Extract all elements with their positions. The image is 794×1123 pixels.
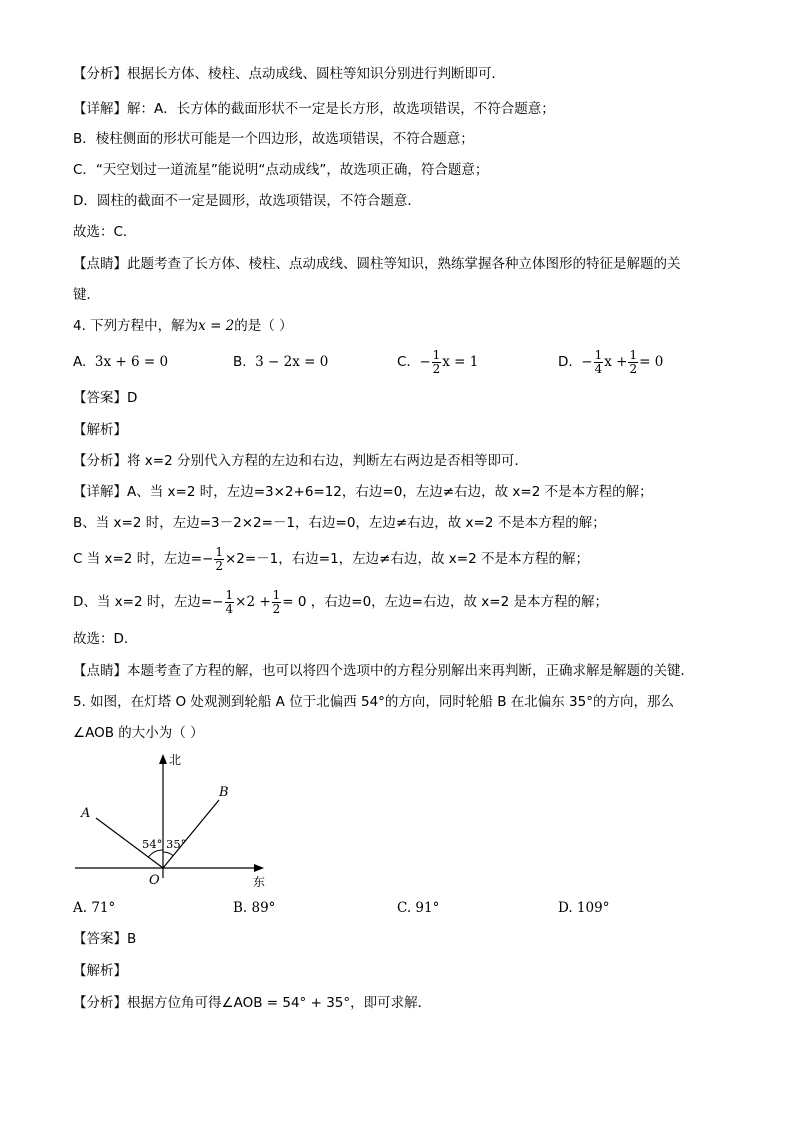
- q4-detail-d-fraction-2: [272, 589, 282, 616]
- q4-option-c-fraction: [432, 349, 442, 376]
- q5-analysis: 【分析】根据方位角可得∠AOB = 54° + 35°，即可求解．: [73, 995, 432, 1011]
- q3-comment-line2: 键．: [73, 287, 100, 303]
- q5-jiexi: 【解析】: [73, 963, 127, 979]
- q4-option-d-fraction-1: [594, 349, 604, 376]
- q4-stem-prefix: 4. 下列方程中，解为: [73, 318, 199, 334]
- q4-detail-d-pre: D、当 x=2 时，左边=−: [73, 594, 224, 610]
- angle-arc-right: [163, 852, 173, 856]
- q4-choice: 故选：D．: [73, 631, 138, 647]
- q4-option-c-rest: x = 1: [442, 354, 479, 370]
- q4-detail-a: 【详解】A、当 x=2 时，左边=3×2+6=12，右边=0，左边≠右边，故 x=2 不是本方程的解；: [73, 484, 653, 500]
- q4-jiexi: 【解析】: [73, 422, 127, 438]
- q4-answer: 【答案】D: [73, 390, 138, 406]
- fraction-denominator: 2: [215, 558, 223, 573]
- label-o: O: [149, 873, 160, 888]
- angle-label-left: 54°: [142, 837, 163, 851]
- label-a: A: [81, 806, 91, 821]
- q4-detail-d-mid: ×2 +: [235, 594, 271, 610]
- fraction-denominator: 2: [272, 601, 281, 616]
- q4-option-a: [73, 352, 168, 372]
- fraction-numerator: 1: [215, 544, 223, 559]
- q3-detail-b: B．棱柱侧面的形状可能是一个四边形，故选项错误，不符合题意；: [73, 131, 474, 147]
- q5-option-b: B. 89°: [233, 900, 276, 916]
- q4-analysis: 【分析】将 x=2 分别代入方程的左边和右边，判断左右两边是否相等即可．: [73, 453, 528, 469]
- q4-detail-c-pre: C 当 x=2 时，左边=−: [73, 551, 214, 567]
- q4-detail-b: B、当 x=2 时，左边=3－2×2=－1，右边=0，左边≠右边，故 x=2 不是本方程的解；: [73, 515, 606, 531]
- q4-option-a-expr: 3x + 6 = 0: [94, 354, 169, 370]
- q3-analysis: 【分析】根据长方体、棱柱、点动成线、圆柱等知识分别进行判断即可．: [73, 66, 505, 82]
- q4-stem-equation: x = 2: [198, 318, 235, 334]
- q5-stem-line2: ∠AOB 的大小为（ ）: [73, 725, 204, 741]
- label-north: 北: [169, 753, 182, 767]
- q4-option-c-label: C.: [397, 354, 411, 370]
- q4-option-d: [558, 345, 663, 379]
- east-arrowhead: [254, 864, 264, 872]
- q4-option-c: [397, 345, 478, 379]
- label-east: 东: [253, 875, 266, 889]
- fraction-numerator: 1: [225, 587, 234, 602]
- ray-ob: [163, 800, 219, 868]
- q5-option-c: C. 91°: [397, 900, 440, 916]
- q4-detail-d-post: = 0 ，右边=0，左边=右边，故 x=2 是本方程的解；: [282, 594, 608, 610]
- q4-stem-suffix: 的是（ ）: [234, 318, 293, 334]
- q3-detail-c: C．“天空划过一道流星”能说明“点动成线”，故选项正确，符合题意；: [73, 162, 489, 178]
- q5-bearing-figure: [70, 750, 280, 895]
- q3-choice: 故选：C．: [73, 224, 137, 240]
- angle-label-right: 35°: [166, 837, 187, 851]
- q4-detail-c: [73, 541, 589, 577]
- q3-detail-a: 【详解】解：A．长方体的截面形状不一定是长方形，故选项错误，不符合题意；: [73, 101, 555, 117]
- q4-stem: [73, 316, 293, 336]
- fraction-denominator: 4: [225, 601, 234, 616]
- fraction-numerator: 1: [272, 587, 281, 602]
- q4-option-b-expr: 3 − 2x = 0: [255, 354, 329, 370]
- q4-detail-d-fraction-1: [225, 589, 235, 616]
- q3-comment-line1: 【点睛】此题考查了长方体、棱柱、点动成线、圆柱等知识，熟练掌握各种立体图形的特征是解题的关: [73, 256, 681, 272]
- fraction-numerator: 1: [594, 347, 603, 362]
- q4-option-b-label: B.: [233, 354, 247, 370]
- q5-option-a: A. 71°: [73, 900, 116, 916]
- q4-option-d-mid: x +: [604, 354, 628, 370]
- q4-option-d-fraction-2: [628, 349, 638, 376]
- q4-option-b: [233, 352, 328, 372]
- label-b: B: [219, 785, 229, 800]
- fraction-denominator: 2: [432, 361, 441, 376]
- q4-option-d-rest: = 0: [639, 354, 664, 370]
- fraction-denominator: 2: [629, 361, 638, 376]
- q4-detail-c-fraction: [214, 546, 224, 573]
- fraction-denominator: 4: [594, 361, 603, 376]
- q4-detail-c-post: ×2=－1，右边=1，左边≠右边，故 x=2 不是本方程的解；: [224, 551, 589, 567]
- q3-detail-d: D．圆柱的截面不一定是圆形，故选项错误，不符合题意．: [73, 193, 421, 209]
- angle-arc-left: [149, 850, 164, 857]
- q4-comment: 【点睛】本题考查了方程的解，也可以将四个选项中的方程分别解出来再判断，正确求解是解题的关键．: [73, 663, 694, 679]
- q4-option-d-minus: −: [581, 354, 593, 370]
- q4-detail-d: [73, 584, 608, 620]
- fraction-numerator: 1: [629, 347, 638, 362]
- q4-option-a-label: A.: [73, 354, 87, 370]
- q5-option-d: D. 109°: [558, 900, 610, 916]
- q5-answer: 【答案】B: [73, 931, 137, 947]
- fraction-numerator: 1: [432, 347, 441, 362]
- q4-option-d-label: D.: [558, 354, 573, 370]
- q5-stem-line1: 5. 如图，在灯塔 O 处观测到轮船 A 位于北偏西 54°的方向，同时轮船 B 在北偏东 35°的方向，那么: [73, 694, 674, 710]
- north-arrowhead: [159, 754, 167, 764]
- q4-option-c-minus: −: [419, 354, 431, 370]
